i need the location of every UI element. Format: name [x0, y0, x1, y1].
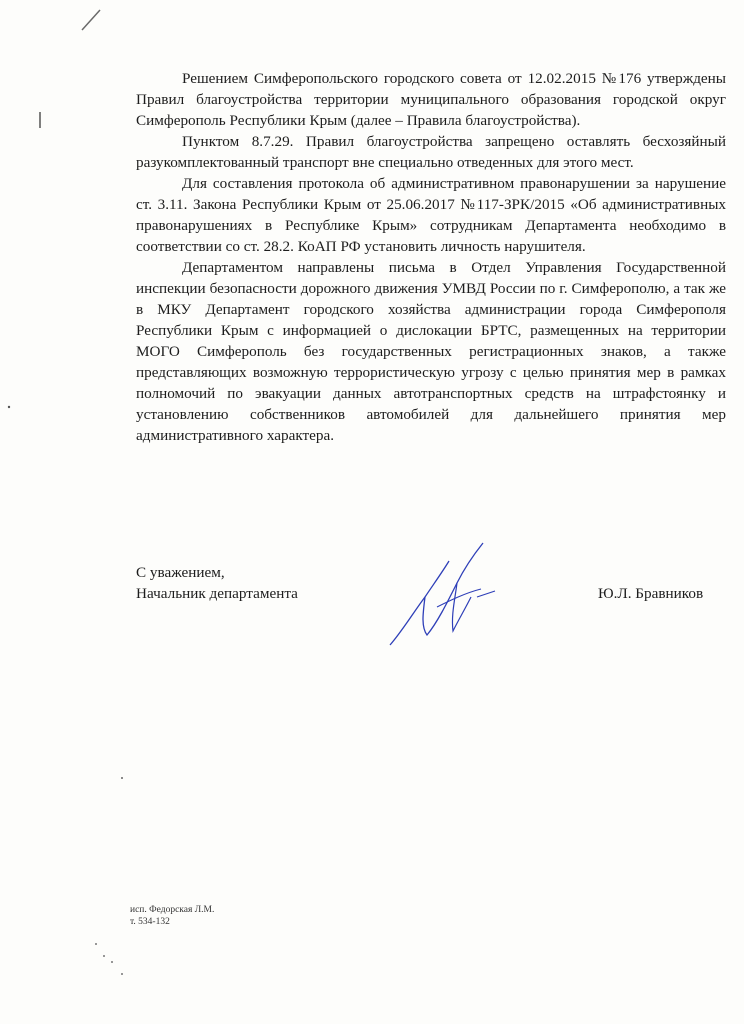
executor-info [130, 904, 214, 928]
scan-speck [95, 943, 97, 945]
scan-speck [121, 973, 123, 975]
scan-speck [121, 777, 123, 779]
signer-position: Начальник департамента [136, 585, 298, 602]
scan-speck [8, 406, 10, 408]
handwritten-signature [385, 535, 505, 650]
letter-body [136, 68, 726, 446]
closing-block [136, 562, 298, 604]
paragraph: Для составления протокола об административном правонарушении за нарушение ст. 3.11. Закона Республики Крым от 25.06.2017 №117-ЗРК/2015 «Об административных правонарушениях в Республике Крым» сотрудникам Департамента необходимо в соответствии со ст. 28.2. КоАП РФ установить личность нарушителя. [136, 175, 726, 255]
scan-speck [103, 955, 105, 957]
executor-name: исп. Федорская Л.М. [130, 905, 215, 915]
salutation: С уважением, [136, 564, 225, 581]
scan-speck [111, 961, 113, 963]
paragraph: Пунктом 8.7.29. Правил благоустройства запрещено оставлять бесхозяйный разукомплектованный транспорт вне специально отведенных для этого мест. [136, 133, 726, 171]
scan-mark-top [82, 10, 100, 30]
executor-phone: т. 534-132 [130, 917, 170, 927]
signer-name: Ю.Л. Бравников [598, 585, 704, 602]
paragraph: Решением Симферопольского городского совета от 12.02.2015 №176 утверждены Правил благоустройства территории муниципального образования городской округ Симферополь Республики Крым (далее – Правила благоустройства). [136, 70, 726, 129]
paragraph: Департаментом направлены письма в Отдел Управления Государственной инспекции безопасности дорожного движения УМВД России по г. Симферополю, а так же в МКУ Департамент городского хозяйства администрации города Симферополя Республики Крым с информацией о дислокации БРТС, размещенных на территории МОГО Симферополь без государственных регистрационных знаков, а также представляющих возможную террористическую угрозу с целью принятия мер в рамках полномочий по эвакуации данных автотранспортных средств на штрафстоянку и установлению собственников автомобилей для дальнейшего принятия мер административного характера. [136, 259, 726, 444]
